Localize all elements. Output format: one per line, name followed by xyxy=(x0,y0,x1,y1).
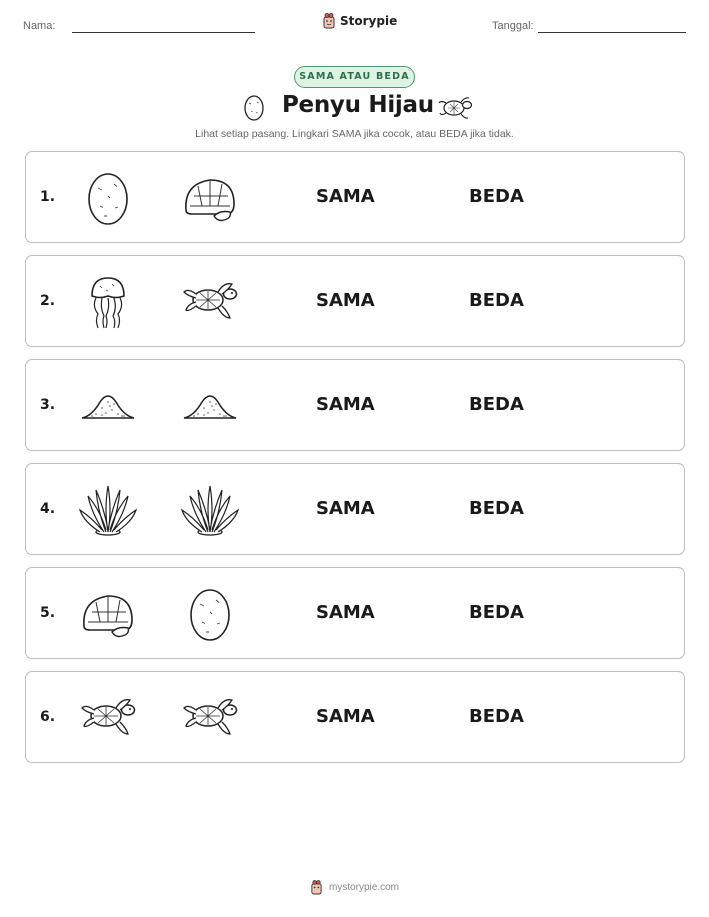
item-row xyxy=(25,567,685,659)
turtle-shell-icon xyxy=(78,586,138,642)
item-row xyxy=(25,359,685,451)
item-number: 2. xyxy=(40,293,56,309)
footer-site[interactable]: mystorypie.com xyxy=(328,882,399,893)
turtle-shell-icon xyxy=(180,170,240,226)
seagrass-icon xyxy=(78,482,138,538)
title-row xyxy=(0,92,709,124)
same-option[interactable]: SAMA xyxy=(316,186,375,207)
same-option[interactable]: SAMA xyxy=(316,290,375,311)
different-option[interactable]: BEDA xyxy=(469,394,524,415)
seagrass-icon xyxy=(180,482,240,538)
item-number: 5. xyxy=(40,605,56,621)
name-line[interactable] xyxy=(72,32,255,33)
different-option[interactable]: BEDA xyxy=(469,706,524,727)
same-option[interactable]: SAMA xyxy=(316,498,375,519)
item-number: 1. xyxy=(40,189,56,205)
sea-turtle-icon xyxy=(180,274,240,330)
date-field[interactable] xyxy=(492,20,534,32)
date-label: Tanggal: xyxy=(492,20,534,32)
different-option[interactable]: BEDA xyxy=(469,186,524,207)
item-row xyxy=(25,671,685,763)
item-row xyxy=(25,151,685,243)
name-label: Nama: xyxy=(23,20,56,32)
footer xyxy=(0,880,709,895)
different-option[interactable]: BEDA xyxy=(469,498,524,519)
same-option[interactable]: SAMA xyxy=(316,602,375,623)
sand-pile-icon xyxy=(180,378,240,434)
item-number: 6. xyxy=(40,709,56,725)
storypie-logo-icon xyxy=(310,880,323,895)
name-field[interactable] xyxy=(23,20,55,32)
sea-turtle-icon xyxy=(78,690,138,746)
storypie-logo-icon xyxy=(322,13,336,29)
item-row xyxy=(25,463,685,555)
date-line[interactable] xyxy=(538,32,686,33)
activity-badge: SAMA ATAU BEDA xyxy=(294,66,415,88)
same-option[interactable]: SAMA xyxy=(316,706,375,727)
item-number: 4. xyxy=(40,501,56,517)
sand-pile-icon xyxy=(78,378,138,434)
page-title: Penyu Hijau xyxy=(282,92,434,118)
same-option[interactable]: SAMA xyxy=(316,394,375,415)
brand-name: Storypie xyxy=(340,14,398,28)
brand-logo xyxy=(322,13,397,29)
different-option[interactable]: BEDA xyxy=(469,290,524,311)
different-option[interactable]: BEDA xyxy=(469,602,524,623)
item-number: 3. xyxy=(40,397,56,413)
egg-icon xyxy=(180,586,240,642)
jellyfish-icon xyxy=(78,274,138,330)
item-row xyxy=(25,255,685,347)
egg-icon xyxy=(243,93,265,121)
egg-icon xyxy=(78,170,138,226)
instructions: Lihat setiap pasang. Lingkari SAMA jika cocok, atau BEDA jika tidak. xyxy=(195,128,514,140)
sea-turtle-icon xyxy=(437,96,473,120)
sea-turtle-icon xyxy=(180,690,240,746)
